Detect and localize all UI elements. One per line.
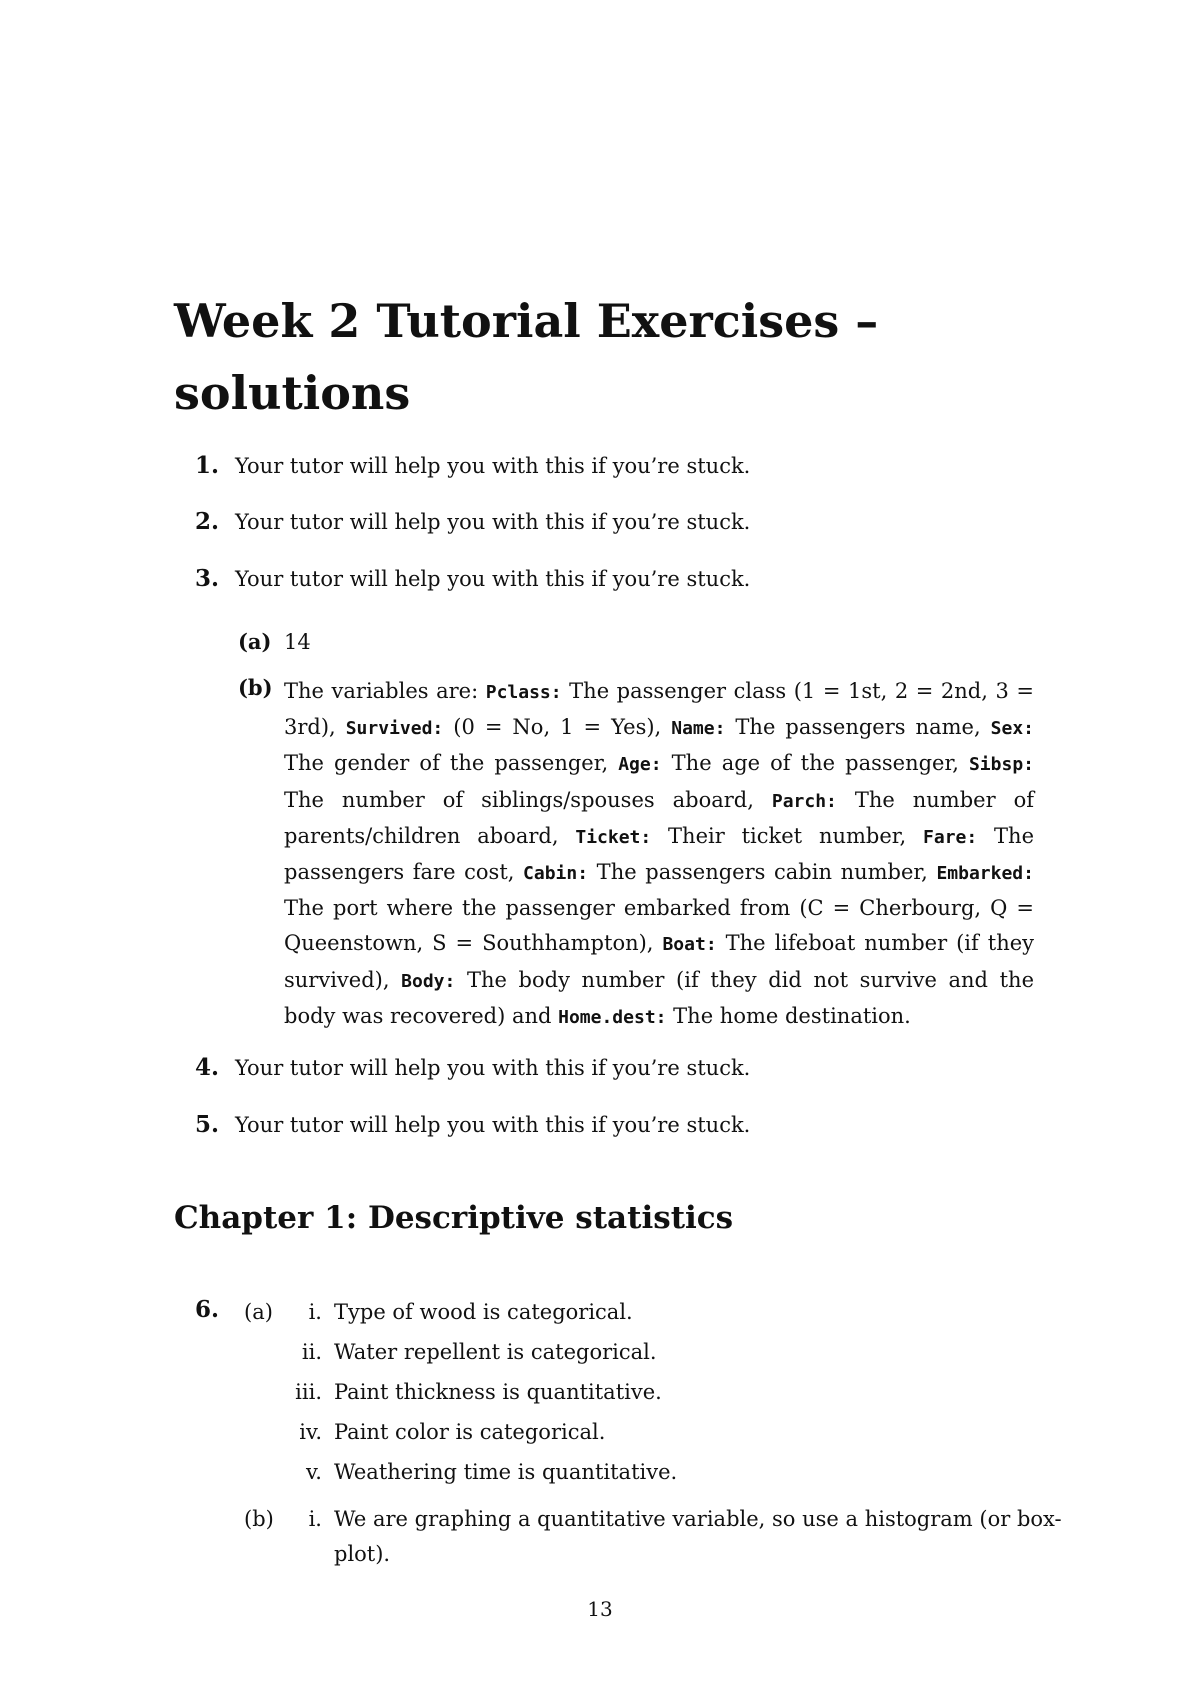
- text-run: The variables are:: [284, 679, 486, 703]
- text-run: (0 = No, 1 = Yes),: [443, 715, 672, 740]
- text-run: The age of the passenger,: [661, 751, 969, 776]
- variables-paragraph: [284, 674, 1034, 1035]
- variable-name: Boat:: [662, 934, 717, 956]
- roman-label: ii.: [301, 1340, 322, 1364]
- roman-text: Type of wood is categorical.: [334, 1300, 633, 1324]
- variable-name: Fare:: [923, 826, 978, 848]
- subitem-label: (b): [238, 675, 273, 700]
- text-run: The passengers cabin number,: [588, 860, 937, 885]
- roman-text: Water repellent is categorical.: [334, 1340, 657, 1364]
- subitem-label: (a): [238, 629, 272, 654]
- text-run: The port where the passenger embarked from (C = Cherbourg, Q = Queenstown, S = Southhampton),: [284, 896, 1034, 956]
- item-number: 5.: [195, 1111, 220, 1138]
- roman-text: Weathering time is quantitative.: [334, 1460, 678, 1484]
- variable-name: Embarked:: [936, 863, 1034, 885]
- item-number: 4.: [195, 1054, 220, 1081]
- roman-label: iv.: [299, 1420, 322, 1444]
- text-run: The gender of the passenger,: [284, 751, 619, 776]
- item-number: 3.: [195, 565, 220, 592]
- text-run: The passengers name,: [725, 715, 991, 740]
- chapter-heading: Chapter 1: Descriptive statistics: [174, 1200, 734, 1236]
- text-run: The body number (if they did not survive and the body was recovered) and: [284, 967, 1035, 1028]
- text-run: The lifeboat number (if they survived),: [284, 931, 1035, 992]
- text-run: Their ticket number,: [651, 823, 924, 848]
- item-text: Your tutor will help you with this if you’re stuck.: [235, 567, 751, 591]
- variable-name: Home.dest:: [558, 1006, 667, 1028]
- item-number: 1.: [195, 452, 220, 479]
- roman-text: plot).: [334, 1542, 391, 1566]
- item-text: Your tutor will help you with this if you’re stuck.: [235, 510, 751, 534]
- variable-name: Cabin:: [523, 863, 589, 885]
- subitem-text: 14: [284, 630, 311, 654]
- roman-text: We are graphing a quantitative variable, so use a histogram (or box-: [334, 1507, 1062, 1531]
- text-run: The passenger class (1 = 1st, 2 = 2nd, 3 = 3rd),: [284, 679, 1034, 740]
- variable-name: Ticket:: [575, 826, 652, 848]
- variable-name: Pclass:: [485, 682, 562, 703]
- roman-label: i.: [308, 1507, 322, 1531]
- item-text: Your tutor will help you with this if you’re stuck.: [235, 1113, 751, 1137]
- variable-name: Age:: [618, 754, 662, 776]
- roman-label: iii.: [295, 1380, 322, 1404]
- subitem-label: (b): [244, 1507, 274, 1531]
- item-text: Your tutor will help you with this if you’re stuck.: [235, 454, 751, 478]
- item-number: 6.: [195, 1296, 220, 1323]
- text-run: The home destination.: [666, 1003, 911, 1028]
- page-title: Week 2 Tutorial Exercises – solutions: [174, 294, 879, 420]
- variable-name: Body:: [401, 970, 456, 992]
- roman-text: Paint color is categorical.: [334, 1420, 606, 1444]
- item-text: Your tutor will help you with this if you’re stuck.: [235, 1056, 751, 1080]
- subitem-label: (a): [244, 1300, 273, 1324]
- variable-name: Parch:: [771, 790, 837, 812]
- variable-name: Survived:: [345, 718, 444, 740]
- text-run: The passengers fare cost,: [284, 823, 1035, 885]
- variable-name: Sibsp:: [968, 754, 1034, 776]
- page-number: 13: [587, 1597, 613, 1621]
- text-run: The number of parents/children aboard,: [284, 787, 1034, 848]
- roman-text: Paint thickness is quantitative.: [334, 1380, 662, 1404]
- variable-name: Sex:: [990, 718, 1034, 740]
- roman-label: v.: [305, 1460, 322, 1484]
- item-number: 2.: [195, 508, 220, 535]
- roman-label: i.: [308, 1300, 322, 1324]
- variable-name: Name:: [671, 718, 726, 740]
- text-run: The number of siblings/spouses aboard,: [284, 787, 772, 812]
